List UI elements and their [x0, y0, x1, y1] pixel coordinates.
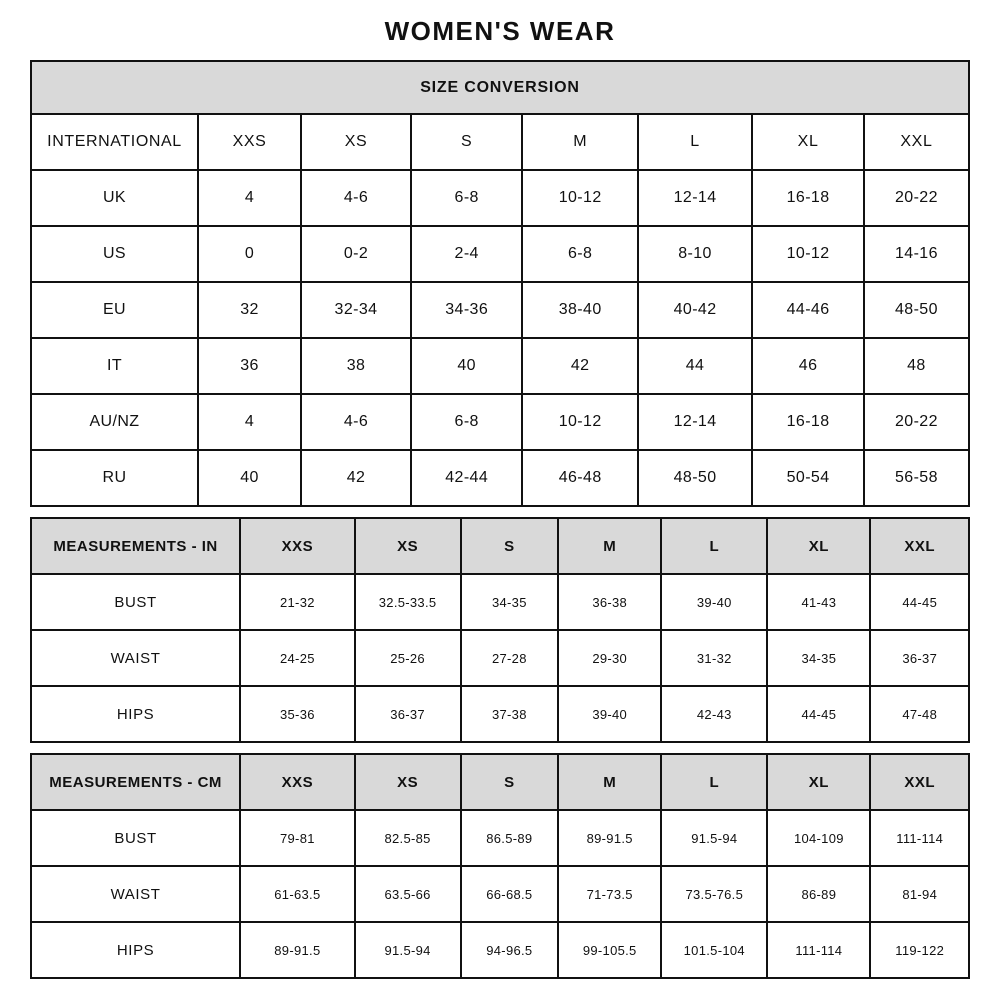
column-header-xxl: XXL: [870, 518, 969, 574]
row-label: WAIST: [31, 866, 240, 922]
table-cell: 42: [301, 450, 411, 506]
size-conversion-header: SIZE CONVERSION: [31, 61, 969, 114]
table-cell: 12-14: [638, 394, 752, 450]
table-cell: 35-36: [240, 686, 354, 742]
table-cell: 56-58: [864, 450, 969, 506]
table-cell: 2-4: [411, 226, 523, 282]
table-cell: 25-26: [355, 630, 461, 686]
table-cell: 10-12: [752, 226, 864, 282]
table-cell: 34-36: [411, 282, 523, 338]
column-header-l: L: [638, 114, 752, 170]
table-cell: 48-50: [864, 282, 969, 338]
table-cell: 42-43: [661, 686, 767, 742]
column-header-m: M: [522, 114, 637, 170]
table-cell: 47-48: [870, 686, 969, 742]
table-cell: 36: [198, 338, 301, 394]
row-label: HIPS: [31, 686, 240, 742]
table-cell: 20-22: [864, 394, 969, 450]
table-row: [31, 282, 969, 338]
table-cell: 6-8: [522, 226, 637, 282]
table-row: [31, 630, 969, 686]
table-cell: 73.5-76.5: [661, 866, 767, 922]
table-row: [31, 686, 969, 742]
column-header-xs: XS: [355, 754, 461, 810]
column-header-xxs: XXS: [198, 114, 301, 170]
column-header-m: M: [558, 518, 661, 574]
table-title-row: [31, 61, 969, 114]
column-header-s: S: [411, 114, 523, 170]
column-header-xl: XL: [767, 518, 870, 574]
table-cell: 38-40: [522, 282, 637, 338]
table-cell: 40-42: [638, 282, 752, 338]
table-cell: 20-22: [864, 170, 969, 226]
measurements-in-table: [30, 517, 970, 743]
table-cell: 16-18: [752, 394, 864, 450]
table-row: [31, 574, 969, 630]
table-cell: 71-73.5: [558, 866, 661, 922]
row-label: BUST: [31, 574, 240, 630]
table-cell: 48-50: [638, 450, 752, 506]
table-cell: 38: [301, 338, 411, 394]
row-label: IT: [31, 338, 198, 394]
table-cell: 4: [198, 394, 301, 450]
table-cell: 66-68.5: [461, 866, 559, 922]
table-cell: 42-44: [411, 450, 523, 506]
table-cell: 24-25: [240, 630, 354, 686]
table-cell: 119-122: [870, 922, 969, 978]
table-row: [31, 226, 969, 282]
column-header-row: [31, 114, 969, 170]
table-cell: 32-34: [301, 282, 411, 338]
table-cell: 6-8: [411, 394, 523, 450]
table-cell: 4-6: [301, 170, 411, 226]
table-cell: 46-48: [522, 450, 637, 506]
column-header-xs: XS: [355, 518, 461, 574]
table-cell: 82.5-85: [355, 810, 461, 866]
table-row: [31, 866, 969, 922]
row-label: BUST: [31, 810, 240, 866]
column-header-row: [31, 754, 969, 810]
table-cell: 63.5-66: [355, 866, 461, 922]
column-header-l: L: [661, 518, 767, 574]
table-cell: 0-2: [301, 226, 411, 282]
table-row: [31, 450, 969, 506]
table-cell: 81-94: [870, 866, 969, 922]
table-cell: 31-32: [661, 630, 767, 686]
table-cell: 34-35: [767, 630, 870, 686]
page-title: WOMEN'S WEAR: [384, 16, 616, 46]
table-cell: 34-35: [461, 574, 559, 630]
table-cell: 36-38: [558, 574, 661, 630]
table-cell: 10-12: [522, 394, 637, 450]
table-cell: 111-114: [767, 922, 870, 978]
table-cell: 99-105.5: [558, 922, 661, 978]
table-cell: 4-6: [301, 394, 411, 450]
table-cell: 10-12: [522, 170, 637, 226]
table-row: [31, 922, 969, 978]
column-header-xl: XL: [767, 754, 870, 810]
table-cell: 46: [752, 338, 864, 394]
measurements-cm-table: [30, 753, 970, 979]
table-cell: 27-28: [461, 630, 559, 686]
table-cell: 14-16: [864, 226, 969, 282]
table-cell: 94-96.5: [461, 922, 559, 978]
table-cell: 48: [864, 338, 969, 394]
column-header-xxl: XXL: [870, 754, 969, 810]
table-cell: 12-14: [638, 170, 752, 226]
measurements-cm-header: MEASUREMENTS - CM: [31, 754, 240, 810]
table-cell: 32: [198, 282, 301, 338]
column-header-m: M: [558, 754, 661, 810]
row-label: US: [31, 226, 198, 282]
table-cell: 91.5-94: [661, 810, 767, 866]
row-label: EU: [31, 282, 198, 338]
table-cell: 50-54: [752, 450, 864, 506]
table-cell: 41-43: [767, 574, 870, 630]
table-cell: 39-40: [661, 574, 767, 630]
table-cell: 32.5-33.5: [355, 574, 461, 630]
column-header-xxs: XXS: [240, 518, 354, 574]
row-label: RU: [31, 450, 198, 506]
column-header-xs: XS: [301, 114, 411, 170]
table-row: [31, 338, 969, 394]
table-cell: 39-40: [558, 686, 661, 742]
column-header-s: S: [461, 518, 559, 574]
table-cell: 61-63.5: [240, 866, 354, 922]
table-row: [31, 810, 969, 866]
table-cell: 86.5-89: [461, 810, 559, 866]
row-label: AU/NZ: [31, 394, 198, 450]
table-cell: 37-38: [461, 686, 559, 742]
table-cell: 89-91.5: [240, 922, 354, 978]
table-cell: 40: [411, 338, 523, 394]
table-cell: 36-37: [355, 686, 461, 742]
column-header-s: S: [461, 754, 559, 810]
table-cell: 91.5-94: [355, 922, 461, 978]
table-cell: 86-89: [767, 866, 870, 922]
table-cell: 101.5-104: [661, 922, 767, 978]
table-cell: 44-45: [870, 574, 969, 630]
table-cell: 36-37: [870, 630, 969, 686]
table-cell: 8-10: [638, 226, 752, 282]
row-label: HIPS: [31, 922, 240, 978]
table-cell: 42: [522, 338, 637, 394]
table-cell: 89-91.5: [558, 810, 661, 866]
table-cell: 21-32: [240, 574, 354, 630]
row-label: UK: [31, 170, 198, 226]
table-row: [31, 394, 969, 450]
column-header-xxl: XXL: [864, 114, 969, 170]
table-cell: 104-109: [767, 810, 870, 866]
table-cell: 79-81: [240, 810, 354, 866]
table-row: [31, 170, 969, 226]
table-cell: 44-46: [752, 282, 864, 338]
table-cell: 16-18: [752, 170, 864, 226]
row-label: WAIST: [31, 630, 240, 686]
column-header-row: [31, 518, 969, 574]
column-header-international: INTERNATIONAL: [31, 114, 198, 170]
table-cell: 111-114: [870, 810, 969, 866]
table-cell: 29-30: [558, 630, 661, 686]
table-cell: 40: [198, 450, 301, 506]
table-cell: 44: [638, 338, 752, 394]
size-conversion-table: [30, 60, 970, 507]
table-cell: 44-45: [767, 686, 870, 742]
measurements-in-header: MEASUREMENTS - IN: [31, 518, 240, 574]
table-cell: 4: [198, 170, 301, 226]
column-header-l: L: [661, 754, 767, 810]
table-cell: 6-8: [411, 170, 523, 226]
column-header-xl: XL: [752, 114, 864, 170]
column-header-xxs: XXS: [240, 754, 354, 810]
table-cell: 0: [198, 226, 301, 282]
